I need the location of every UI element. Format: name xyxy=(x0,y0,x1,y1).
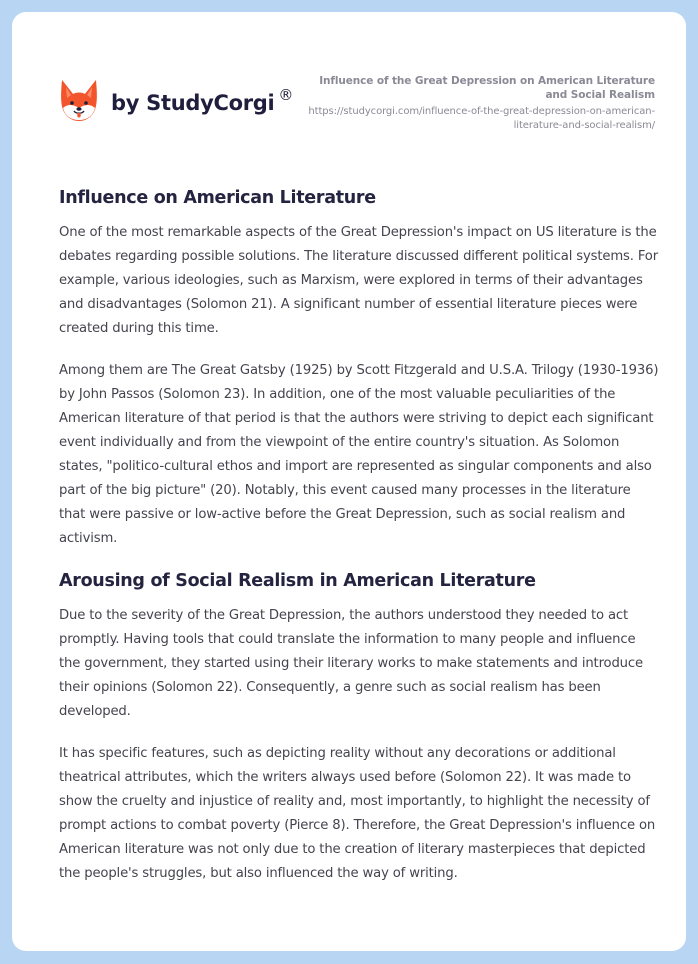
paragraph: One of the most remarkable aspects of the Great Depression's impact on US literature is the debates regarding possible solutions. The literature discussed different political systems. For example, various ideologies, such as Marxism, were explored in terms of their advantages and disadvantages (Solomon 21). A significant number of essential literature pieces were created during this time. xyxy=(59,225,658,336)
document-url[interactable]: https://studycorgi.com/influence-of-the-great-depression-on-american-literature-and-social-realism/ xyxy=(308,106,655,131)
document-page xyxy=(12,12,686,951)
paragraph: Due to the severity of the Great Depression, the authors understood they needed to act promptly. Having tools that could translate the information to many people and influence the government, they started using their literary works to make statements and introduce their opinions (Solomon 22). Consequently, a genre such as social realism has been developed. xyxy=(59,608,643,719)
corgi-icon xyxy=(59,78,99,122)
article-body xyxy=(59,186,659,904)
section-arousing-of-social-realism xyxy=(59,569,659,886)
document-meta xyxy=(295,74,655,132)
paragraph: It has specific features, such as depicting reality without any decorations or additional theatrical attributes, which the writers always used before (Solomon 22). It was made to show the cruelty and injustice of reality and, most importantly, to highlight the necessity of prompt actions to combat poverty (Pierce 8). Therefore, the Great Depression's influence on American literature was not only due to the creation of literary masterpieces that depicted the people's struggles, but also influenced the way of writing. xyxy=(59,746,656,881)
page-header xyxy=(59,74,655,144)
section-influence-on-american-literature xyxy=(59,186,659,551)
section-heading: Influence on American Literature xyxy=(59,188,376,208)
section-heading: Arousing of Social Realism in American Literature xyxy=(59,571,536,591)
logo-text: by StudyCorgi xyxy=(111,91,275,115)
registered-mark: ® xyxy=(278,86,294,104)
studycorgi-logo[interactable] xyxy=(59,78,293,122)
logo-wordmark xyxy=(111,86,294,115)
document-title: Influence of the Great Depression on American Literature and Social Realism xyxy=(319,75,655,101)
paragraph: Among them are The Great Gatsby (1925) by Scott Fitzgerald and U.S.A. Trilogy (1930-1936) by John Passos (Solomon 23). In addition, one of the most valuable peculiarities of the American literature of that period is that the authors were striving to depict each significant event individually and from the viewpoint of the entire country's situation. As Solomon states, "politico-cultural ethos and import are represented as singular components and also part of the big picture" (20). Notably, this event caused many processes in the literature that were passive or low-active before the Great Depression, such as social realism and activism. xyxy=(59,363,659,546)
